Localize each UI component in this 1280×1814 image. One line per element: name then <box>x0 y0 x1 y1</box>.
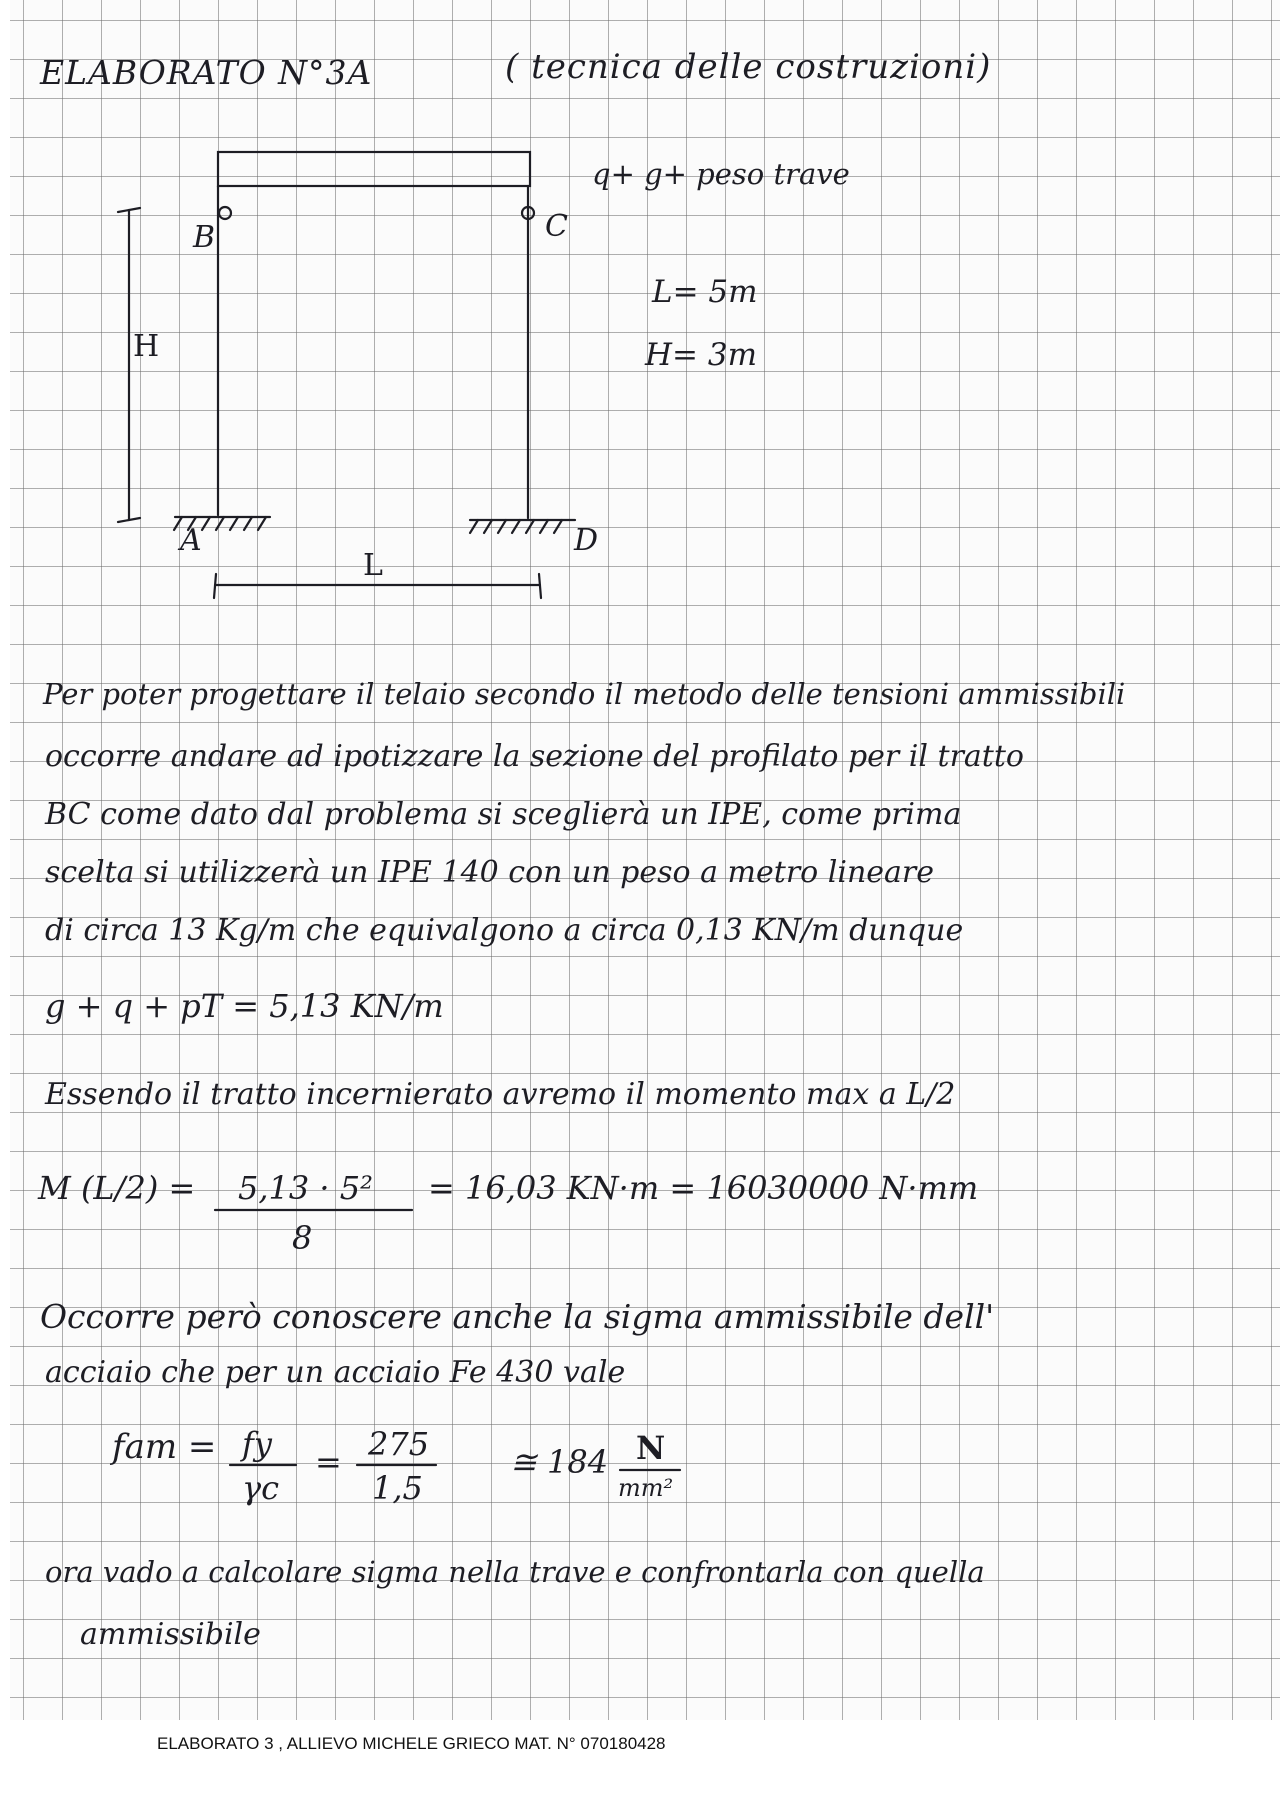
node-a-label: A <box>180 523 202 558</box>
length-value: L= 5m <box>652 274 758 310</box>
ground-d-hatch <box>470 520 562 533</box>
length-label: L <box>363 548 383 583</box>
fam-lhs: fam = <box>112 1427 217 1467</box>
hinge-b <box>219 207 231 219</box>
document-title: ELABORATO N°3A <box>40 53 373 92</box>
beam-bc <box>218 152 530 186</box>
fam-numerator: fy <box>242 1425 272 1463</box>
paragraph-3-line-1: Occorre però conoscere anche la sigma ammissibile dell' <box>40 1297 995 1336</box>
fam-denominator: γc <box>242 1469 280 1507</box>
fam-approx-value: ≅ 184 <box>510 1443 609 1481</box>
paragraph-4-line-1: ora vado a calcolare sigma nella trave e confrontarla con quella <box>45 1555 985 1589</box>
fam-numerator-2: 275 <box>368 1425 430 1463</box>
paragraph-1-line-4: scelta si utilizzerà un IPE 140 con un peso a metro lineare <box>45 855 934 890</box>
node-b-label: B <box>193 220 216 255</box>
paragraph-1-line-5: di circa 13 Kg/m che equivalgono a circa 0,13 KN/m dunque <box>45 913 964 948</box>
moment-result: = 16,03 KN·m = 16030000 N·mm <box>428 1169 979 1207</box>
paragraph-1-line-3: BC come dato dal problema si sceglierà un IPE, come prima <box>45 797 962 832</box>
moment-numerator: 5,13 · 5² <box>238 1169 373 1207</box>
moment-denominator: 8 <box>292 1219 313 1257</box>
document-subtitle: ( tecnica delle costruzioni) <box>505 47 992 87</box>
fam-denominator-2: 1,5 <box>372 1469 423 1507</box>
paragraph-2: Essendo il tratto incernierato avremo il momento max a L/2 <box>45 1077 956 1112</box>
paragraph-3-line-2: acciaio che per un acciaio Fe 430 vale <box>45 1355 626 1390</box>
moment-lhs: M (L/2) = <box>38 1169 196 1207</box>
node-c-label: C <box>545 209 568 244</box>
paragraph-1-line-1: Per poter progettare il telaio secondo il metodo delle tensioni ammissibili <box>43 677 1126 711</box>
paragraph-1-line-2: occorre andare ad ipotizzare la sezione del profilato per il tratto <box>45 739 1024 774</box>
height-value: H= 3m <box>645 337 757 373</box>
fam-unit-denominator: mm² <box>618 1474 674 1502</box>
load-label: q+ g+ peso trave <box>592 157 850 191</box>
fam-unit-numerator: N <box>636 1429 666 1467</box>
paragraph-4-line-2: ammissibile <box>80 1617 261 1652</box>
height-label: H <box>133 329 160 364</box>
fam-equals: = <box>315 1443 342 1481</box>
node-d-label: D <box>574 523 599 558</box>
page-footer: ELABORATO 3 , ALLIEVO MICHELE GRIECO MAT. N° 070180428 <box>157 1734 666 1753</box>
load-sum-equation: g + q + pT = 5,13 KN/m <box>45 987 444 1025</box>
